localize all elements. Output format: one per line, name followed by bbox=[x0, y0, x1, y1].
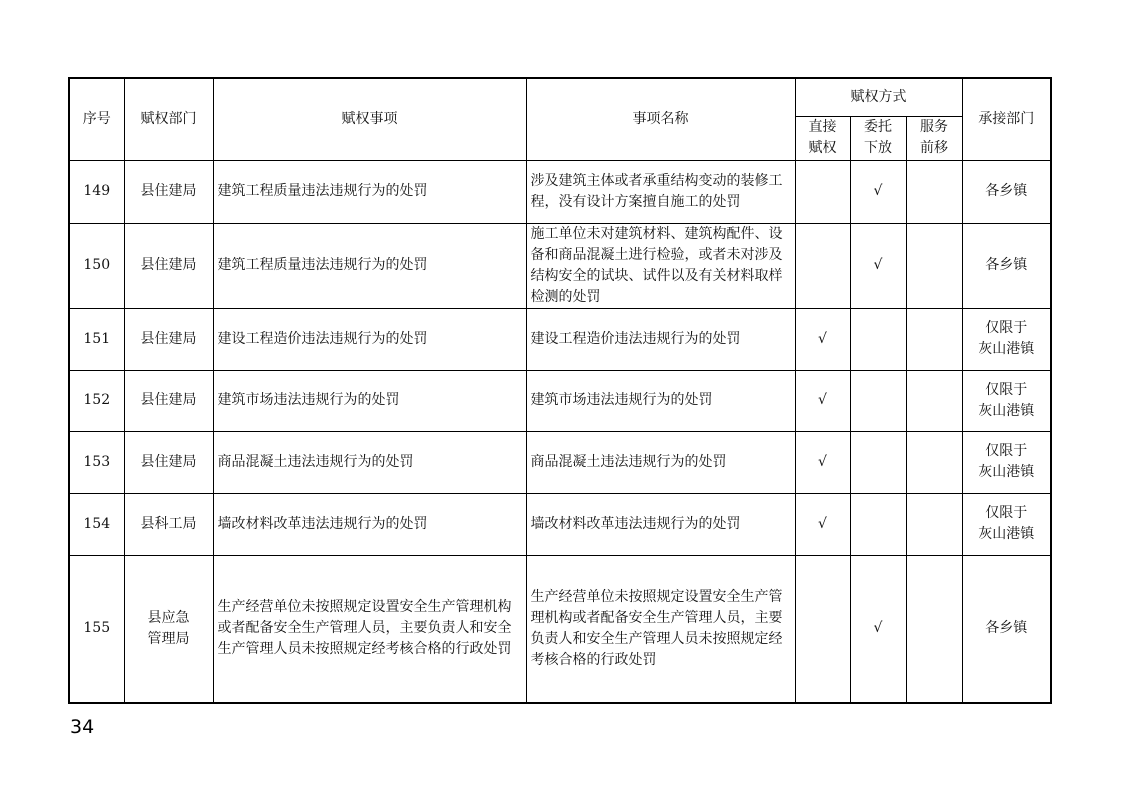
row-number: 153 bbox=[69, 431, 124, 493]
row-delegate-mark bbox=[850, 493, 906, 555]
row-receiver: 仅限于 灰山港镇 bbox=[962, 493, 1051, 555]
row-service-mark bbox=[906, 160, 962, 223]
row-dept: 县住建局 bbox=[124, 370, 213, 431]
row-name: 生产经营单位未按照规定设置安全生产管理机构或者配备安全生产管理人员，主要负责人和安全生产管理人员未按照规定经考核合格的行政处罚 bbox=[526, 555, 795, 703]
header-method-direct: 直接 赋权 bbox=[795, 116, 850, 160]
header-method-service: 服务 前移 bbox=[906, 116, 962, 160]
row-dept: 县应急 管理局 bbox=[124, 555, 213, 703]
row-service-mark bbox=[906, 555, 962, 703]
row-direct-mark bbox=[795, 223, 850, 308]
row-name: 施工单位未对建筑材料、建筑构配件、设备和商品混凝土进行检验，或者未对涉及结构安全的试块、试件以及有关材料取样检测的处罚 bbox=[526, 223, 795, 308]
row-direct-mark bbox=[795, 555, 850, 703]
row-number: 154 bbox=[69, 493, 124, 555]
row-dept: 县住建局 bbox=[124, 308, 213, 370]
row-number: 155 bbox=[69, 555, 124, 703]
row-item: 建筑工程质量违法违规行为的处罚 bbox=[213, 223, 526, 308]
row-item: 建筑市场违法违规行为的处罚 bbox=[213, 370, 526, 431]
header-name: 事项名称 bbox=[526, 78, 795, 160]
row-direct-mark: √ bbox=[795, 308, 850, 370]
row-direct-mark: √ bbox=[795, 431, 850, 493]
table-row bbox=[69, 223, 1051, 308]
row-number: 152 bbox=[69, 370, 124, 431]
table-body bbox=[69, 160, 1051, 703]
header-method-group: 赋权方式 bbox=[795, 78, 962, 116]
row-service-mark bbox=[906, 223, 962, 308]
row-receiver: 各乡镇 bbox=[962, 223, 1051, 308]
row-delegate-mark bbox=[850, 370, 906, 431]
table-row bbox=[69, 160, 1051, 223]
row-delegate-mark: √ bbox=[850, 160, 906, 223]
table-row bbox=[69, 555, 1051, 703]
row-name: 商品混凝土违法违规行为的处罚 bbox=[526, 431, 795, 493]
row-receiver: 各乡镇 bbox=[962, 555, 1051, 703]
row-number: 151 bbox=[69, 308, 124, 370]
row-service-mark bbox=[906, 308, 962, 370]
header-method-delegate: 委托 下放 bbox=[850, 116, 906, 160]
row-name: 墙改材料改革违法违规行为的处罚 bbox=[526, 493, 795, 555]
header-receiver: 承接部门 bbox=[962, 78, 1051, 160]
header-seq: 序号 bbox=[69, 78, 124, 160]
row-number: 149 bbox=[69, 160, 124, 223]
table-row bbox=[69, 370, 1051, 431]
authority-table bbox=[68, 77, 1052, 704]
row-service-mark bbox=[906, 493, 962, 555]
row-dept: 县住建局 bbox=[124, 160, 213, 223]
row-direct-mark: √ bbox=[795, 370, 850, 431]
table-header bbox=[69, 78, 1051, 160]
row-delegate-mark: √ bbox=[850, 223, 906, 308]
row-item: 商品混凝土违法违规行为的处罚 bbox=[213, 431, 526, 493]
row-receiver: 仅限于 灰山港镇 bbox=[962, 308, 1051, 370]
row-name: 建筑市场违法违规行为的处罚 bbox=[526, 370, 795, 431]
row-item: 生产经营单位未按照规定设置安全生产管理机构或者配备安全生产管理人员，主要负责人和安全生产管理人员未按照规定经考核合格的行政处罚 bbox=[213, 555, 526, 703]
row-number: 150 bbox=[69, 223, 124, 308]
row-direct-mark bbox=[795, 160, 850, 223]
table-row bbox=[69, 308, 1051, 370]
table-row bbox=[69, 431, 1051, 493]
row-dept: 县住建局 bbox=[124, 431, 213, 493]
table-row bbox=[69, 493, 1051, 555]
row-name: 涉及建筑主体或者承重结构变动的装修工程，没有设计方案擅自施工的处罚 bbox=[526, 160, 795, 223]
row-name: 建设工程造价违法违规行为的处罚 bbox=[526, 308, 795, 370]
row-dept: 县住建局 bbox=[124, 223, 213, 308]
header-item: 赋权事项 bbox=[213, 78, 526, 160]
row-direct-mark: √ bbox=[795, 493, 850, 555]
row-delegate-mark bbox=[850, 431, 906, 493]
row-receiver: 各乡镇 bbox=[962, 160, 1051, 223]
header-dept: 赋权部门 bbox=[124, 78, 213, 160]
page-number: 34 bbox=[70, 716, 95, 738]
row-service-mark bbox=[906, 431, 962, 493]
row-item: 建设工程造价违法违规行为的处罚 bbox=[213, 308, 526, 370]
row-delegate-mark bbox=[850, 308, 906, 370]
row-service-mark bbox=[906, 370, 962, 431]
row-receiver: 仅限于 灰山港镇 bbox=[962, 431, 1051, 493]
row-item: 墙改材料改革违法违规行为的处罚 bbox=[213, 493, 526, 555]
row-dept: 县科工局 bbox=[124, 493, 213, 555]
row-receiver: 仅限于 灰山港镇 bbox=[962, 370, 1051, 431]
row-delegate-mark: √ bbox=[850, 555, 906, 703]
row-item: 建筑工程质量违法违规行为的处罚 bbox=[213, 160, 526, 223]
